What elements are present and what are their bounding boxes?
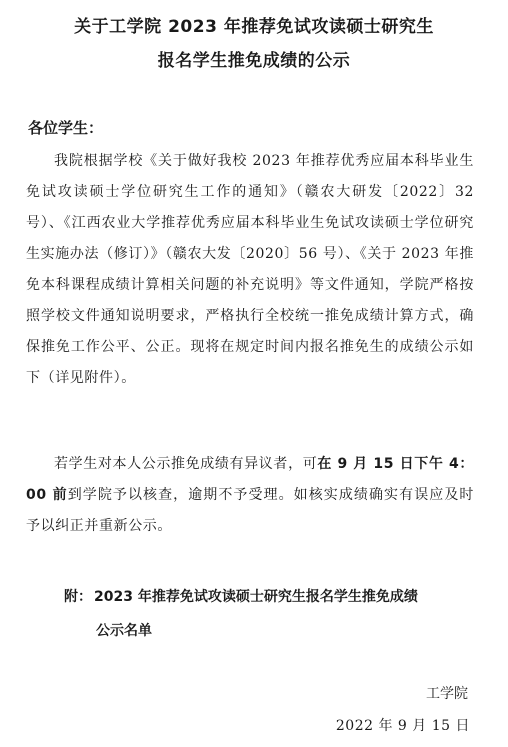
attachment-title-line-1: 2023 年推荐免试攻读硕士研究生报名学生推免成绩 bbox=[94, 589, 418, 605]
attachment-title-line-2: 公示名单 bbox=[96, 623, 152, 639]
objection-text: 若学生对本人公示推免成绩有异议者，可 bbox=[54, 456, 318, 472]
salutation: 各位学生： bbox=[28, 119, 104, 137]
document-title-line-1: 关于工学院 2023 年推荐免试攻读硕士研究生 bbox=[74, 17, 434, 37]
document-title-line-2: 报名学生推免成绩的公示 bbox=[157, 51, 351, 71]
signature-organization: 工学院 bbox=[426, 686, 468, 702]
attachment-label: 附： bbox=[64, 589, 92, 605]
objection-deadline: 在 9 月 15 日下午 4：00 前 bbox=[26, 456, 474, 503]
objection-text-continued: 到学院予以核查，逾期不予受理。如核实成绩确实有误应及时予以纠正并重新公示。 bbox=[26, 487, 474, 534]
body-paragraph-2 bbox=[26, 449, 474, 542]
body-paragraph-1: 我院根据学校《关于做好我校 2023 年推荐优秀应届本科毕业生免试攻读硕士学位研究生工作的通知》（赣农大研发〔2022〕32 号）、《江西农业大学推荐优秀应届本科毕业生免试攻读硕士学位研究生实施办法（修订）》（赣农大发〔2020〕56 号）、《关于 2023 年推免本科课程成绩计算相关问题的补充说明》等文件通知，学院严格按照学校文件通知说明要求，严格执行全校统一推免成绩计算方式，确保推免工作公平、公正。现将在规定时间内报名推免生的成绩公示如下（详见附件）。 bbox=[26, 153, 474, 386]
signature-date: 2022 年 9 月 15 日 bbox=[335, 718, 470, 734]
attachment-reference bbox=[64, 580, 474, 648]
